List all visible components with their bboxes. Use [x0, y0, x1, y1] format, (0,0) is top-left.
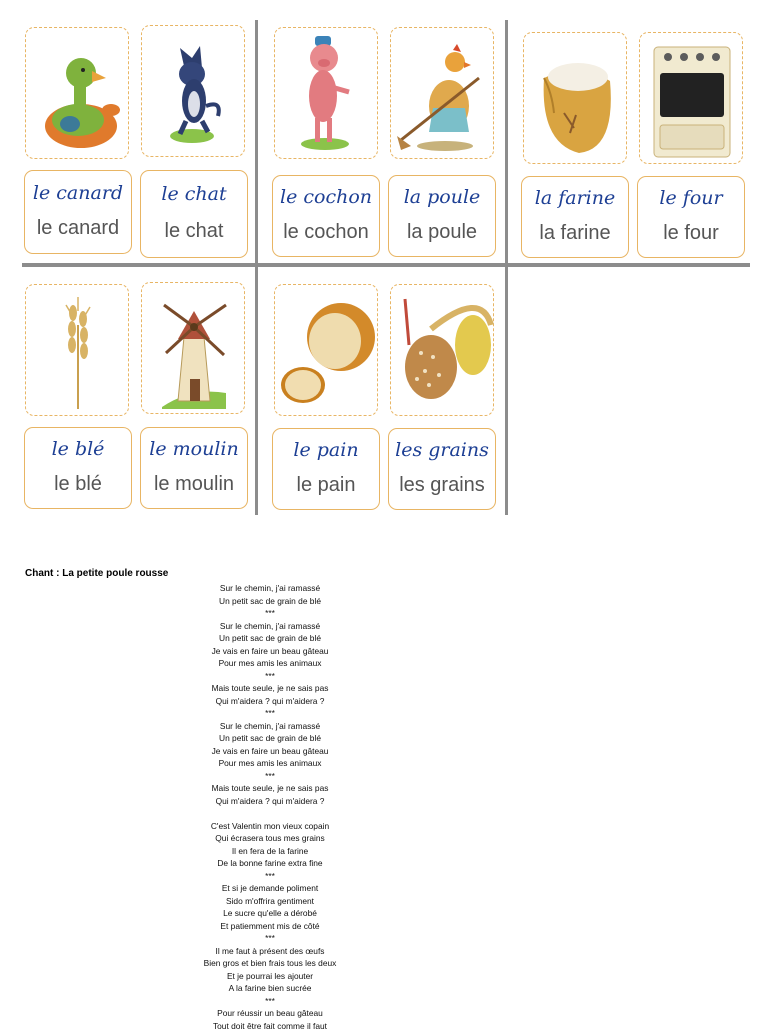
- cursive-word: le canard: [33, 182, 123, 204]
- print-word: le canard: [37, 217, 119, 240]
- lyric-line: [110, 807, 430, 820]
- lyric-line: A la farine bien sucrée: [110, 982, 430, 995]
- picture-card-pain: [274, 284, 378, 416]
- print-word: la poule: [407, 221, 477, 244]
- picture-card-four: [639, 32, 743, 164]
- lyric-line: Bien gros et bien frais tous les deux: [110, 957, 430, 970]
- lyric-line: ***: [110, 995, 430, 1008]
- lyric-line: ***: [110, 770, 430, 783]
- bread-icon: [275, 285, 379, 417]
- print-word: les grains: [399, 474, 485, 497]
- print-word: la farine: [539, 222, 610, 245]
- picture-card-chat: [141, 25, 245, 157]
- cursive-word: la poule: [404, 186, 481, 208]
- word-card-ble: [24, 427, 132, 509]
- cat-icon: [142, 26, 246, 158]
- cursive-word: le pain: [293, 439, 358, 461]
- lyric-line: Tout doit être fait comme il faut: [110, 1020, 430, 1032]
- lyric-line: Un petit sac de grain de blé: [110, 632, 430, 645]
- picture-card-moulin: [141, 282, 245, 414]
- print-word: le four: [663, 222, 719, 245]
- lyric-line: Pour mes amis les animaux: [110, 657, 430, 670]
- lyric-line: Mais toute seule, je ne sais pas: [110, 682, 430, 695]
- word-card-cochon: [272, 175, 380, 257]
- duck-icon: [26, 28, 130, 160]
- print-word: le pain: [297, 474, 356, 497]
- picture-card-canard: [25, 27, 129, 159]
- word-card-canard: [24, 170, 132, 254]
- grain-sack-icon: [391, 285, 495, 417]
- word-card-poule: [388, 175, 496, 257]
- print-word: le cochon: [283, 221, 369, 244]
- lyric-line: Sur le chemin, j'ai ramassé: [110, 582, 430, 595]
- word-card-farine: [521, 176, 629, 258]
- lyric-line: ***: [110, 932, 430, 945]
- lyric-line: Mais toute seule, je ne sais pas: [110, 782, 430, 795]
- print-word: le chat: [165, 220, 224, 243]
- divider-line: [505, 20, 508, 265]
- song-title: Chant : La petite poule rousse: [25, 568, 168, 579]
- windmill-icon: [142, 283, 246, 415]
- print-word: le moulin: [154, 473, 234, 496]
- lyric-line: Et patiemment mis de côté: [110, 920, 430, 933]
- lyric-line: Je vais en faire un beau gâteau: [110, 645, 430, 658]
- hen-icon: [391, 28, 495, 160]
- lyric-line: C'est Valentin mon vieux copain: [110, 820, 430, 833]
- lyric-line: Il me faut à présent des œufs: [110, 945, 430, 958]
- lyric-line: Et je pourrai les ajouter: [110, 970, 430, 983]
- word-card-pain: [272, 428, 380, 510]
- lyric-line: Pour mes amis les animaux: [110, 757, 430, 770]
- lyric-line: Qui écrasera tous mes grains: [110, 832, 430, 845]
- cursive-word: le chat: [161, 183, 226, 205]
- cursive-word: le four: [659, 187, 722, 209]
- word-card-grains: [388, 428, 496, 510]
- lyric-line: Sur le chemin, j'ai ramassé: [110, 720, 430, 733]
- divider-line: [505, 265, 508, 515]
- song-lyrics: [110, 582, 430, 1032]
- lyric-line: De la bonne farine extra fine: [110, 857, 430, 870]
- picture-card-ble: [25, 284, 129, 416]
- lyric-line: Qui m'aidera ? qui m'aidera ?: [110, 695, 430, 708]
- lyric-line: Un petit sac de grain de blé: [110, 732, 430, 745]
- lyric-line: Et si je demande poliment: [110, 882, 430, 895]
- word-card-four: [637, 176, 745, 258]
- lyric-line: ***: [110, 870, 430, 883]
- picture-card-cochon: [274, 27, 378, 159]
- lyric-line: ***: [110, 670, 430, 683]
- lyric-line: Qui m'aidera ? qui m'aidera ?: [110, 795, 430, 808]
- flour-sack-icon: [524, 33, 628, 165]
- word-card-chat: [140, 170, 248, 258]
- cursive-word: le moulin: [149, 438, 238, 460]
- divider-line: [22, 263, 750, 267]
- lyric-line: Pour réussir un beau gâteau: [110, 1007, 430, 1020]
- picture-card-farine: [523, 32, 627, 164]
- cursive-word: les grains: [395, 439, 489, 461]
- oven-icon: [640, 33, 744, 165]
- picture-card-grains: [390, 284, 494, 416]
- cursive-word: le cochon: [280, 186, 372, 208]
- lyric-line: Sido m'offrira gentiment: [110, 895, 430, 908]
- lyric-line: Le sucre qu'elle a dérobé: [110, 907, 430, 920]
- lyric-line: Il en fera de la farine: [110, 845, 430, 858]
- lyric-line: Sur le chemin, j'ai ramassé: [110, 620, 430, 633]
- wheat-icon: [26, 285, 130, 417]
- picture-card-poule: [390, 27, 494, 159]
- lyric-line: Je vais en faire un beau gâteau: [110, 745, 430, 758]
- pig-icon: [275, 28, 379, 160]
- print-word: le blé: [54, 473, 102, 496]
- cursive-word: le blé: [52, 438, 105, 460]
- divider-line: [255, 20, 258, 515]
- cursive-word: la farine: [535, 187, 615, 209]
- word-card-moulin: [140, 427, 248, 509]
- lyric-line: Un petit sac de grain de blé: [110, 595, 430, 608]
- lyric-line: ***: [110, 607, 430, 620]
- lyric-line: ***: [110, 707, 430, 720]
